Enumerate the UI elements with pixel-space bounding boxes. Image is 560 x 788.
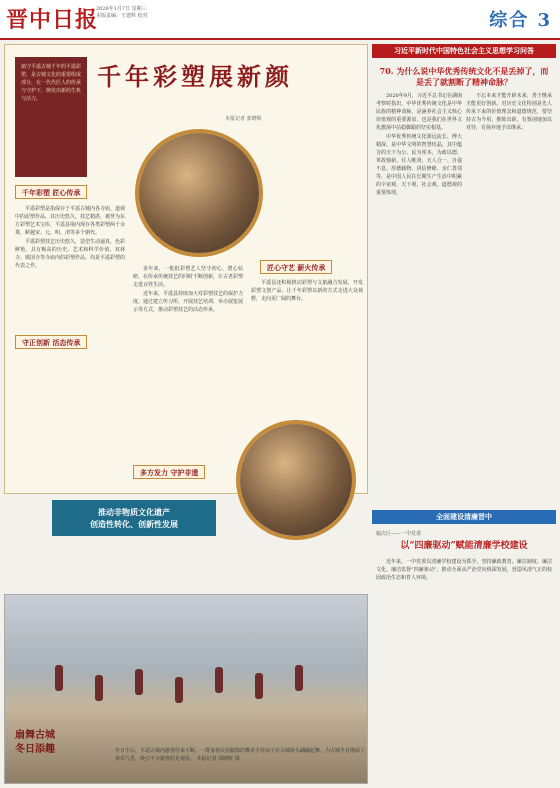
artisan-photo (240, 424, 352, 536)
fan-dance-photo (4, 594, 368, 784)
body-paragraph: 近年来，一中党委以清廉学校建设为抓手，坚持廉政教育、廉洁制度、廉洁文化、廉洁监督“四廉驱动”，推动全面从严治党向纵深发展，营造风清气正的校园政治生态和育人环境。 (376, 559, 552, 581)
photo-caption-title: 扇舞古城 冬日添趣 (15, 730, 55, 755)
subhead-2: 匠心守艺 薪火传承 (260, 260, 332, 274)
subhead-4: 多方发力 守护非遗 (133, 465, 205, 479)
statue-photo (139, 133, 259, 253)
article-body (376, 558, 552, 780)
article-subtitle: 榆次区——一中党委 (376, 531, 422, 537)
dancer-figure (95, 675, 103, 701)
statue-photo-medallion (135, 129, 263, 257)
subhead-1: 千年彩塑 匠心传承 (15, 185, 87, 199)
feature-column (4, 44, 368, 784)
qa-body-col-2 (466, 92, 552, 502)
right-column (372, 44, 556, 784)
dancer-figure (55, 665, 63, 691)
body-paragraph: 平遥彩塑技艺历史悠久，造型生动逼真，色彩鲜艳，具有极高的历史、艺术和科学价值。双林寺、镇国寺等寺庙内的彩塑作品，均是平遥彩塑的代表之作。 (15, 239, 125, 269)
body-paragraph: 中华优秀传统文化源远流长、博大精深，是中华文明的智慧结晶，其中蕴含的天下为公、民为邦本、为政以德、革故鼎新、任人唯贤、天人合一、自强不息、厚德载物、讲信修睦、亲仁善邻等，是中国人民在长期生产生活中积累的宇宙观、天下观、社会观、道德观的重要体现。 (376, 134, 462, 196)
body-col-1 (15, 205, 125, 315)
issue-meta (96, 6, 148, 20)
body-paragraph: 平遥县还积极推动彩塑与文旅融合发展，开发彩塑文创产品，让千年彩塑以新的方式走进大众视野，走向更广阔的舞台。 (251, 280, 363, 302)
subhead-3: 守正创新 活态传承 (15, 335, 87, 349)
qa-body-col-1 (376, 92, 462, 502)
dancers-group (45, 655, 335, 715)
study-qa-banner: 习近平新时代中国特色社会主义思想学习问答 (372, 44, 556, 58)
photo-caption-text: 冬日午后，平遥古城内游客往来不断，一群身着民俗服饰的舞者手持扇子在古城街头翩翩起舞，为古城冬日增添了欢乐气息，吸引不少游客驻足观看。 本报记者 郭晓辉 摄 (115, 748, 366, 762)
body-paragraph: 多年来，一批批彩塑艺人坚守初心，潜心钻研，在传承传统技艺的同时不断创新，让古老彩塑走进百姓生活。 (133, 266, 243, 288)
artisan-photo-medallion (236, 420, 356, 540)
body-paragraph: 近年来，平遥县持续加大对彩塑技艺的保护力度，通过建立传习所、开展技艺培训、举办展览展示等方式，推动彩塑技艺的活态传承。 (133, 291, 243, 313)
body-paragraph: 平遥彩塑是指保存于平遥古城内各寺庙、道观中的泥塑作品，其历史悠久，技艺精湛，被誉为东方彩塑艺术宝库。平遥县境内现存各类彩塑两千余尊，跨越宋、元、明、清等多个朝代。 (15, 206, 125, 236)
dancer-figure (295, 665, 303, 691)
intro-text: 镇守平遥古城千年的平遥彩塑，是古城文化的重要组成部分，在一代代匠人的传承与守护下，焕发出新的生机与活力。 (21, 64, 82, 102)
issue-date: 2026年1月7日 星期三 (96, 6, 147, 12)
issue-editor: 本版责编：王建辉 校对 (96, 13, 148, 19)
page-section-label: 综合 3 (489, 10, 552, 31)
article-title: 以“四廉驱动”赋能清廉学校建设 (400, 541, 528, 551)
feature-title: 千年彩塑展新颜 (97, 62, 293, 91)
dancer-figure (215, 667, 223, 693)
callout-text: 推动非物质文化遗产 创造性转化、创新性发展 (90, 507, 178, 529)
dancer-figure (175, 677, 183, 703)
qa-question-title: 70. 为什么说中华优秀传统文化不是丢掉了，而是丢了就割断了精神命脉？ (379, 66, 549, 87)
feature-byline: 本报记者 郭晓辉 (225, 116, 262, 122)
dancer-figure (255, 673, 263, 699)
clean-governance-banner: 全面建设清廉晋中 (372, 510, 556, 524)
masthead-bar (0, 0, 560, 40)
body-paragraph: 2020年9月，习近平总书记在湖南考察时指出，中华优秀传统文化是中华民族的精神命脉，是涵养社会主义核心价值观的重要源泉，也是我们在世界文化激荡中站稳脚跟的坚实根基。 (376, 93, 462, 131)
body-col-2 (133, 265, 243, 485)
body-col-3 (251, 279, 363, 409)
dancer-figure (135, 669, 143, 695)
callout-banner (52, 500, 216, 536)
newspaper-masthead: 晋中日报 (6, 7, 99, 33)
body-paragraph: 不忘本来才能开辟未来，善于继承才能更好创新。对历史文化特别是先人传承下来的价值理念和道德规范，要坚持古为今用、推陈出新，有鉴别地加以对待，有扬弃地予以继承。 (466, 93, 552, 131)
